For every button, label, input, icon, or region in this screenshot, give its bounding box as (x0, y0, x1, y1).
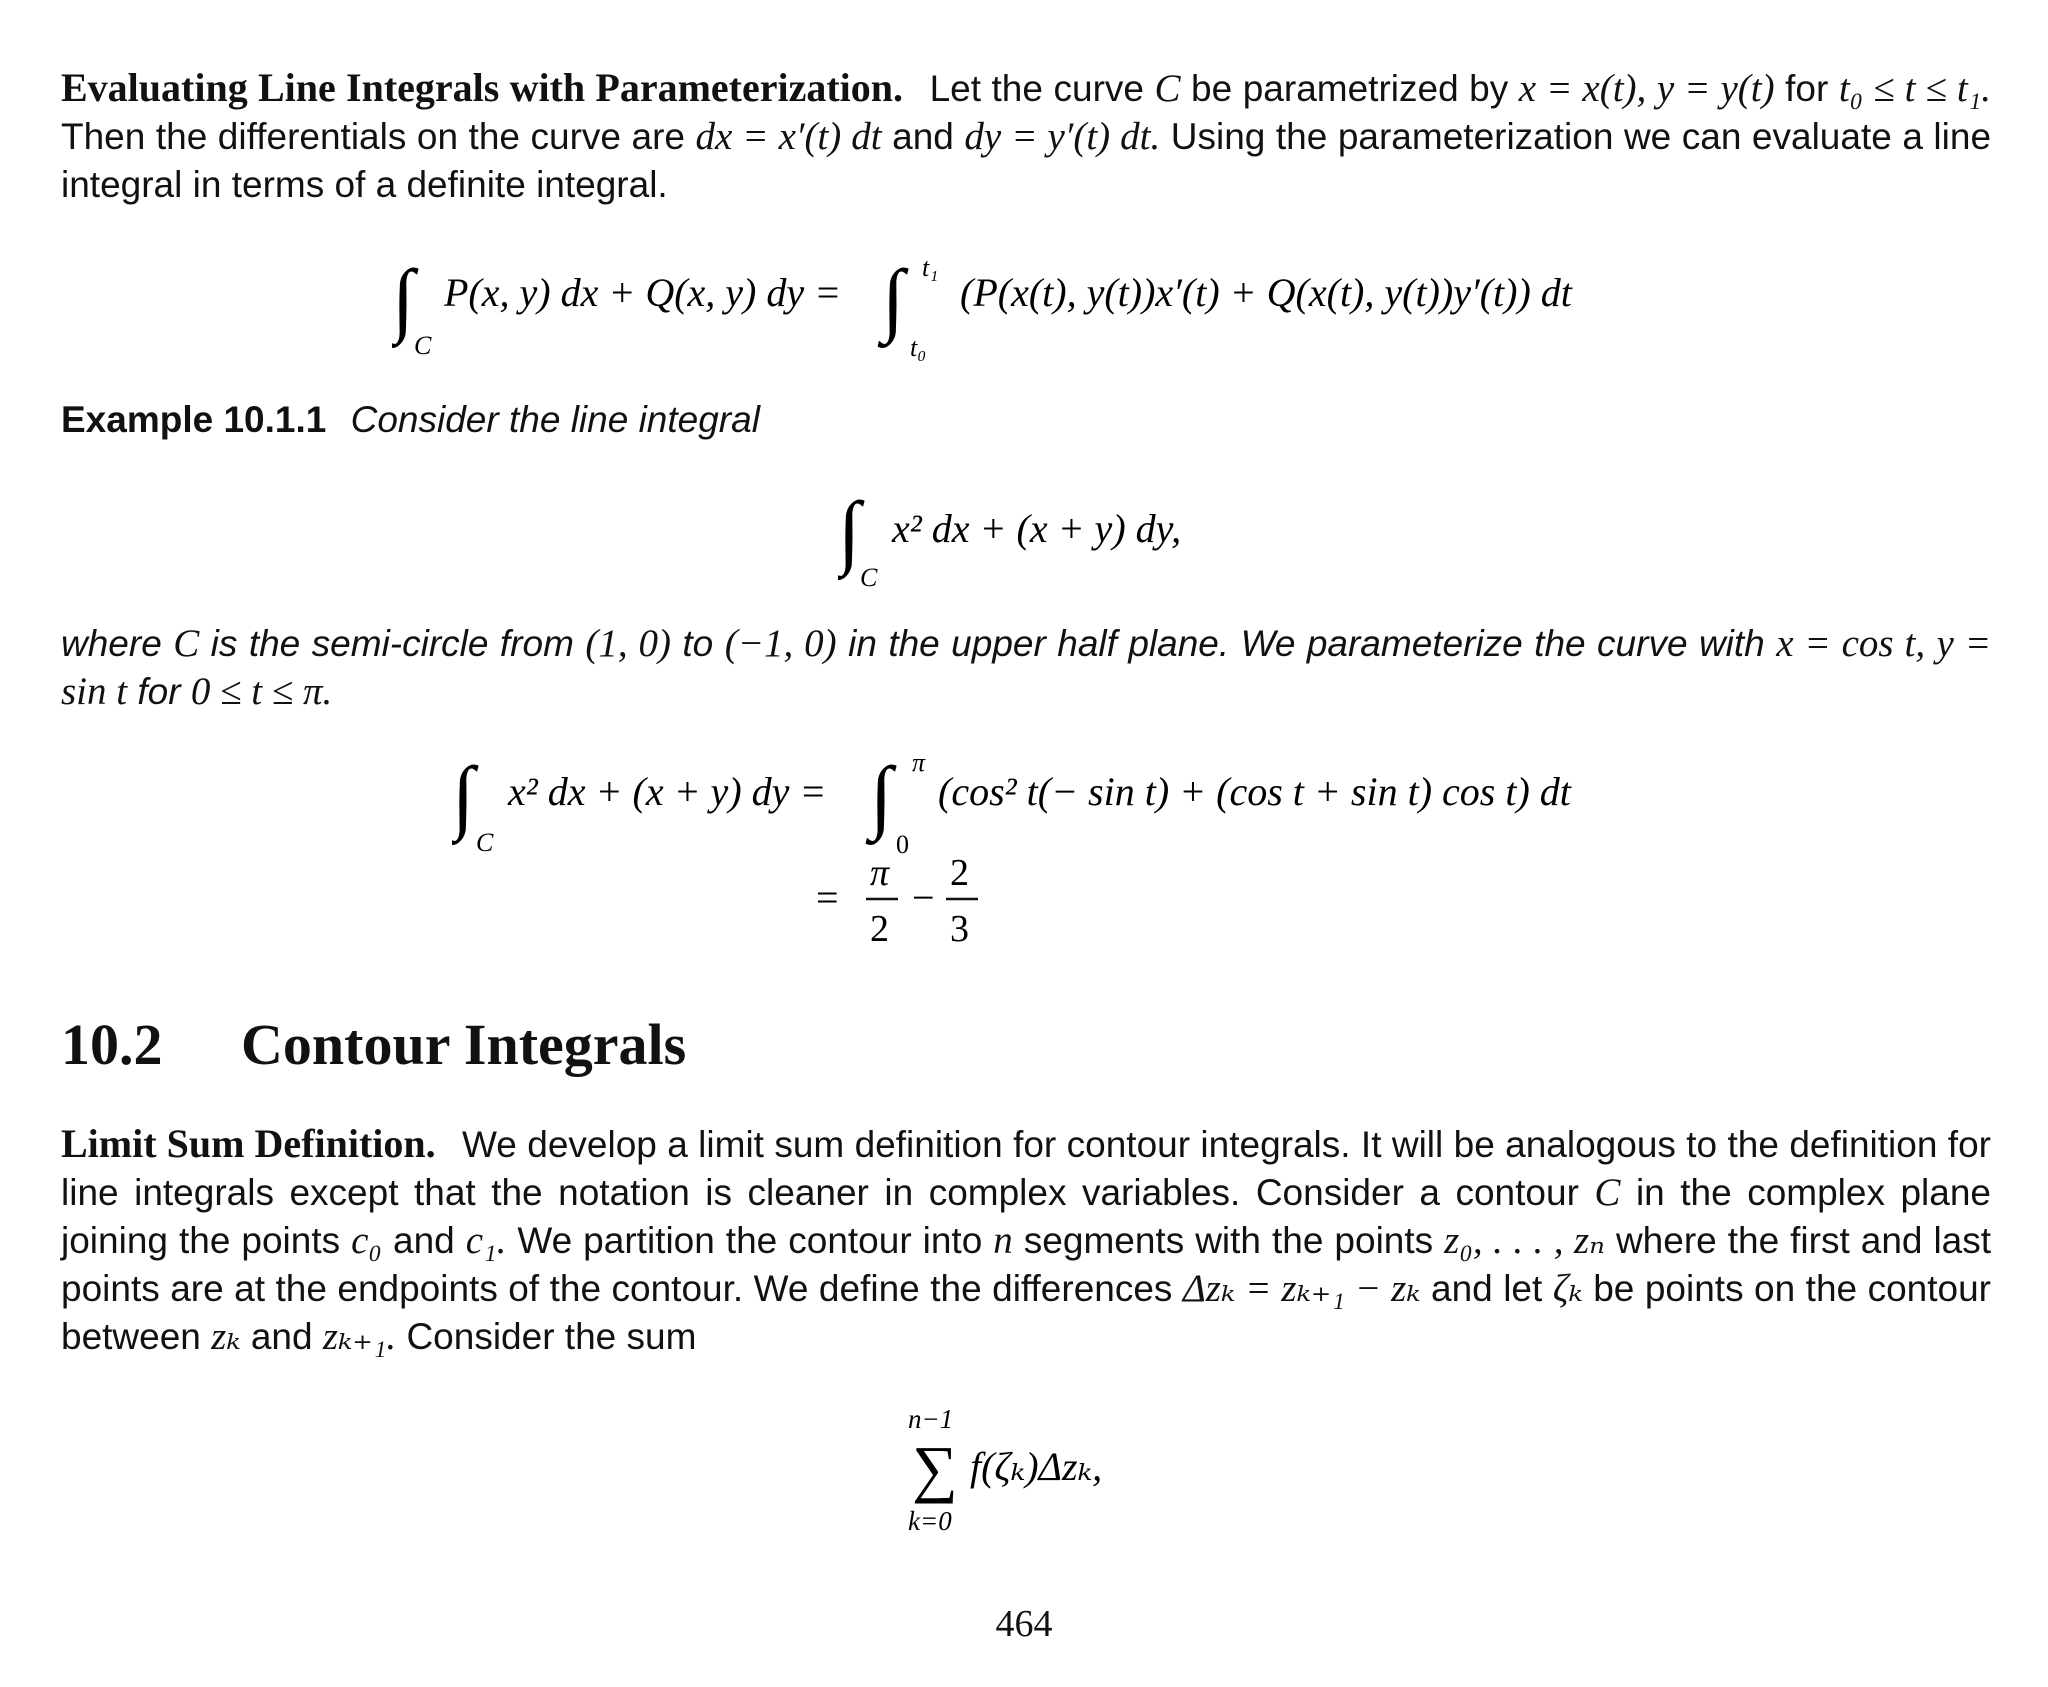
integral-upper-limit: π (912, 748, 926, 777)
math-inline: dx = x′(t) dt (695, 115, 882, 158)
integral-sign: ∫ (392, 253, 415, 344)
text-run: be points on the contour between (61, 1268, 1991, 1357)
fraction-denominator: 2 (870, 908, 889, 950)
section-number: 10.2 (61, 1012, 163, 1077)
math-inline: C (1154, 67, 1181, 110)
math-inline: y = sin t (61, 622, 1992, 713)
equation-lhs: x² dx + (x + y) dy = (508, 769, 827, 814)
math-inline: c₀ (351, 1219, 382, 1262)
integral-sign: ∫ (870, 750, 893, 841)
text-run: and let (1431, 1268, 1543, 1309)
paragraph-semicircle (61, 620, 1991, 716)
summation-sign: ∑ (912, 1433, 958, 1504)
math-inline: ζₖ (1552, 1267, 1583, 1310)
text-run: Consider the sum (406, 1316, 697, 1357)
math-inline: x = x(t), (1518, 67, 1647, 110)
integral-subscript: C (414, 331, 432, 360)
equation-graphic (838, 484, 1258, 594)
math-inline: zₖ₊₁. (322, 1315, 397, 1358)
math-inline: t₀ ≤ t ≤ t₁. (1838, 67, 1992, 110)
text-run: in the complex plane joining the points (61, 1172, 1992, 1261)
integral-lower-limit: t₀ (910, 333, 927, 362)
text-run: Let the curve (929, 68, 1144, 109)
fraction-denominator: 3 (950, 908, 969, 950)
math-inline: (−1, 0) (724, 622, 837, 665)
paragraph-title: Limit Sum Definition. (61, 1121, 436, 1166)
math-inline: C (1594, 1171, 1621, 1214)
text-run: to (682, 623, 714, 664)
equation-semicircle-evaluation (452, 745, 1652, 976)
integral-sign: ∫ (838, 485, 861, 576)
equation-riemann-sum (900, 1400, 1220, 1551)
sum-lower-limit: k=0 (908, 1506, 952, 1536)
example-label: Example 10.1.1 (61, 399, 327, 440)
math-inline: x = cos t, (1776, 622, 1926, 665)
sum-body: f(ζₖ)Δzₖ, (970, 1444, 1103, 1489)
math-inline: Δzₖ = zₖ₊₁ − zₖ (1182, 1267, 1421, 1310)
section-title: Contour Integrals (241, 1012, 687, 1077)
text-run: and (892, 116, 954, 157)
integral-upper-limit: t₁ (922, 253, 939, 282)
integral-sign: ∫ (452, 750, 475, 841)
text-run: and (393, 1220, 455, 1261)
math-inline: (1, 0) (585, 622, 671, 665)
text-run: We partition the contour into (517, 1220, 983, 1261)
integral-subscript: C (860, 563, 878, 592)
page-number: 464 (995, 1603, 1053, 1645)
math-inline: dy = y′(t) dt. (964, 115, 1161, 158)
text-run: be parametrized by (1191, 68, 1509, 109)
equals-sign: = (816, 875, 839, 920)
text-run: where (61, 623, 162, 664)
text-run: We develop a limit sum definition for contour integrals. It will be analogous to the definition for line integrals except that the notation is cleaner in complex variables. Consider a contour (61, 1124, 1991, 1213)
equation-line-integral-param (392, 248, 1692, 379)
text-run: for (137, 671, 181, 712)
math-inline: C (173, 622, 200, 665)
sum-upper-limit: n−1 (908, 1404, 954, 1434)
integral-subscript: C (476, 828, 494, 857)
text-run: Using the parameterization we can evaluate a line integral in terms of a definite integral. (61, 116, 1992, 205)
minus-sign: − (912, 875, 935, 920)
math-inline: z₀, . . . , zₙ (1444, 1219, 1605, 1262)
fraction-numerator: 2 (950, 852, 969, 894)
math-inline: y = y(t) (1656, 67, 1775, 110)
math-inline: 0 ≤ t ≤ π. (190, 670, 333, 713)
math-inline: n (993, 1219, 1013, 1262)
paragraph-limit-sum (61, 1120, 1991, 1361)
paragraph-parameterization (61, 64, 1991, 209)
example-text: Consider the line integral (350, 399, 760, 440)
equation-graphic (452, 745, 1652, 965)
equation-rhs: (cos² t(− sin t) + (cos t + sin t) cos t) dt (938, 769, 1571, 814)
text-run: Then the differentials on the curve are (61, 116, 685, 157)
text-run: is the semi-circle from (210, 623, 574, 664)
text-run: for (1785, 68, 1829, 109)
equation-graphic (392, 248, 1692, 368)
equation-example-integral (838, 484, 1258, 605)
fraction-numerator: π (870, 852, 890, 894)
math-inline: zₖ (211, 1315, 241, 1358)
text-run: where the first and last points are at the endpoints of the contour. We define the differences (61, 1220, 1992, 1309)
paragraph-title: Evaluating Line Integrals with Parameterization. (61, 65, 904, 110)
integral-lower-limit: 0 (896, 830, 909, 859)
text-run: and (250, 1316, 313, 1357)
text-run: in the upper half plane. We parameterize the curve with (848, 623, 1765, 664)
equation-body: x² dx + (x + y) dy, (892, 506, 1182, 551)
integral-sign: ∫ (882, 253, 905, 344)
equation-rhs: (P(x(t), y(t))x′(t) + Q(x(t), y(t))y′(t)) dt (960, 270, 1572, 315)
section-heading (61, 1010, 686, 1080)
example-statement (61, 396, 1991, 444)
equation-graphic (900, 1400, 1220, 1540)
text-run: segments with the points (1023, 1220, 1434, 1261)
math-inline: c₁. (465, 1219, 507, 1262)
equation-lhs: P(x, y) dx + Q(x, y) dy = (444, 270, 842, 315)
